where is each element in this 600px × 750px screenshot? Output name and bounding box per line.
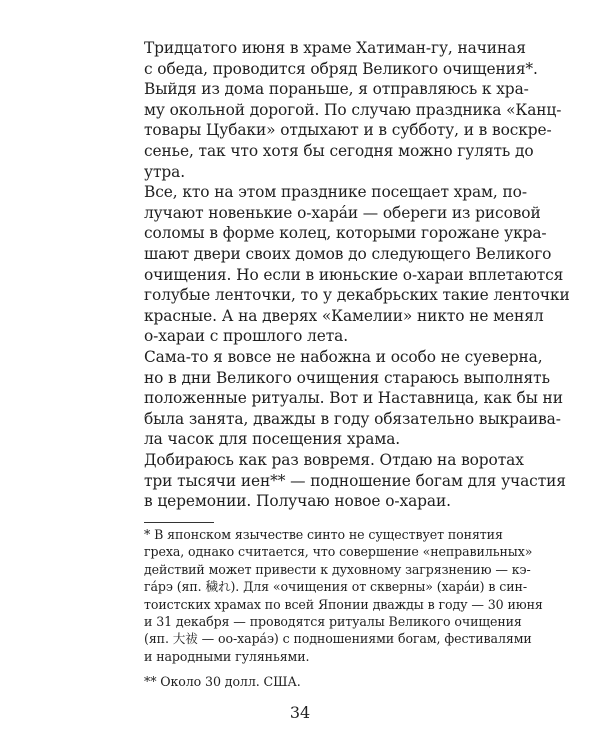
body-line: три тысячи иен** — подношение богам для участия bbox=[144, 471, 566, 490]
footnote-line: и 31 декабря — проводятся ритуалы Великого очищения bbox=[144, 614, 522, 629]
body-line: но в дни Великого очищения стараюсь выполнять bbox=[144, 368, 550, 387]
footnote-line: тоистских храмах по всей Японии дважды в году — 30 июня bbox=[144, 596, 543, 612]
body-line: очищения. Но если в июньские о-хараи вплетаются bbox=[144, 265, 564, 284]
footnote-line: действий может привести к духовному загрязнению — кэ- bbox=[144, 561, 531, 577]
body-line: Выйдя из дома пораньше, я отправляюсь к хра- bbox=[144, 80, 529, 99]
body-line: в церемонии. Получаю новое о-хараи. bbox=[144, 492, 451, 511]
body-line: Тридцатого июня в храме Хатиман-гу, начиная bbox=[144, 39, 526, 57]
body-line: ла часок для посещения храма. bbox=[144, 430, 401, 449]
footnote-divider bbox=[144, 522, 214, 523]
body-line: Все, кто на этом празднике посещает храм, по- bbox=[144, 183, 527, 202]
footnote-line: * В японском язычестве синто не существует понятия bbox=[144, 527, 503, 542]
body-line: товары Цубаки» отдыхают и в субботу, и в воскре- bbox=[144, 121, 552, 140]
body-line: была занята, дважды в году обязательно выкраива- bbox=[144, 409, 561, 428]
footnote-line: (яп. 大祓 — оо-хара́э) с подношениями богам, фестивалями bbox=[144, 631, 532, 647]
body-line: Добираюсь как раз вовремя. Отдаю на воротах bbox=[144, 451, 524, 469]
page-number: 34 bbox=[289, 703, 311, 722]
body-line: соломы в форме колец, которыми горожане укра- bbox=[144, 224, 547, 243]
body-line: голубые ленточки, то у декабрьских такие ленточки bbox=[144, 286, 570, 305]
body-line: лучают новенькие о-хара́и — обереги из рисовой bbox=[144, 203, 541, 222]
footnote-2: ** Около 30 долл. США. bbox=[144, 674, 301, 689]
body-line: положенные ритуалы. Вот и Наставница, как бы ни bbox=[144, 389, 563, 408]
body-line: шают двери своих домов до следующего Великого bbox=[144, 245, 552, 263]
body-line: сенье, так что хотя бы сегодня можно гулять до bbox=[144, 142, 534, 160]
body-line: с обеда, проводится обряд Великого очищения*. bbox=[144, 59, 538, 78]
footnote-line: и народными гуляньями. bbox=[144, 648, 310, 664]
body-line: Сама-то я вовсе не набожна и особо не суеверна, bbox=[144, 348, 543, 366]
footnote-line: га́рэ (яп. 穢れ). Для «очищения от скверны» (хара́и) в син- bbox=[144, 579, 527, 595]
body-line: утра. bbox=[144, 162, 185, 181]
body-line: му окольной дорогой. По случаю праздника «Канц- bbox=[144, 100, 562, 119]
body-line: о-хараи с прошлого лета. bbox=[144, 327, 349, 346]
body-line: красные. А на дверях «Камелии» никто не менял bbox=[144, 306, 544, 325]
footnote-line: греха, однако считается, что совершение «неправильных» bbox=[144, 544, 533, 560]
